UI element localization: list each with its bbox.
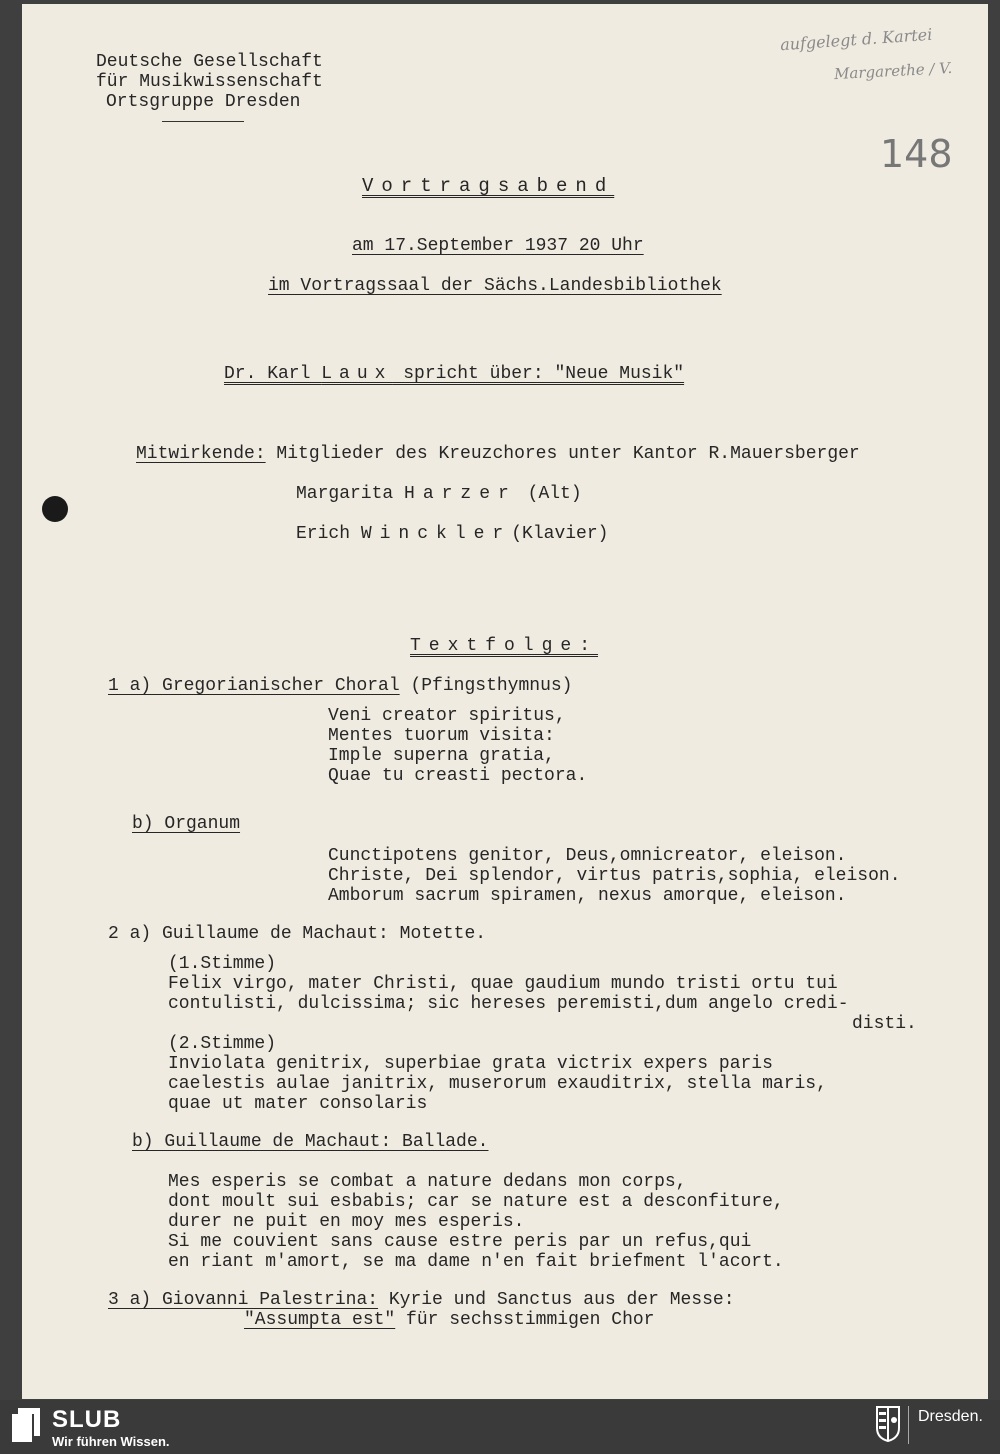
- dresden-brand[interactable]: Dresden.: [918, 1408, 983, 1425]
- event-venue: im Vortragssaal der Sächs.Landesbibliothek: [268, 276, 722, 296]
- item-number: 1 a): [108, 676, 163, 696]
- performer-role: (Alt): [516, 484, 582, 504]
- org-line-1: Deutsche Gesellschaft: [96, 52, 323, 72]
- item-description: Kyrie und Sanctus aus der Messe:: [378, 1290, 735, 1310]
- performer-first-name: Erich: [296, 524, 361, 544]
- speaker-suffix: spricht über: "Neue Musik": [392, 364, 685, 384]
- item-note: (Pfingsthymnus): [399, 676, 573, 696]
- footer-bar: [0, 1400, 1000, 1454]
- item-2b-text-4: Si me couvient sans cause estre peris par un refus,qui: [168, 1232, 752, 1252]
- program-heading: Textfolge:: [410, 636, 599, 656]
- performer-last-name: Winckler: [360, 524, 512, 544]
- performer-last-name: Harzer: [404, 484, 517, 504]
- document-page: [22, 4, 988, 1399]
- performer-first-name: Margarita: [296, 484, 405, 504]
- org-line-2: für Musikwissenschaft: [96, 72, 323, 92]
- item-2a-voice-2: (2.Stimme): [168, 1034, 277, 1054]
- performer-role: (Klavier): [511, 524, 609, 544]
- item-2a-text1-line-1: Felix virgo, mater Christi, quae gaudium mundo tristi ortu tui: [168, 974, 838, 994]
- slub-brand[interactable]: SLUB: [52, 1406, 122, 1433]
- item-1a-text-3: Imple superna gratia,: [328, 746, 555, 766]
- item-2a-text2-line-2: caelestis aulae janitrix, muserorum exauditrix, stella maris,: [168, 1074, 827, 1094]
- item-2b-text-1: Mes esperis se combat a nature dedans mon corps,: [168, 1172, 687, 1192]
- pencil-note-2: Margarethe / V.: [833, 58, 953, 84]
- item-2a-text1-line-3: disti.: [852, 1014, 917, 1034]
- performers-line-1: [136, 444, 860, 464]
- item-title: 3 a) Giovanni Palestrina:: [108, 1290, 379, 1310]
- pencil-note-1: aufgelegt d. Kartei: [779, 24, 933, 55]
- item-1a-text-1: Veni creator spiritus,: [328, 706, 566, 726]
- item-1a-text-2: Mentes tuorum visita:: [328, 726, 555, 746]
- item-1a-text-4: Quae tu creasti pectora.: [328, 766, 588, 786]
- item-1b-text-3: Amborum sacrum spiramen, nexus amorque, eleison.: [328, 886, 847, 906]
- page-number: 148: [880, 132, 953, 176]
- slub-logo-icon: [12, 1408, 40, 1442]
- event-date: am 17.September 1937 20 Uhr: [352, 236, 644, 256]
- header-rule: [162, 121, 244, 122]
- punch-hole: [42, 496, 68, 522]
- item-2a-title: 2 a) Guillaume de Machaut: Motette.: [108, 924, 487, 944]
- item-2b-text-3: durer ne puit en moy mes esperis.: [168, 1212, 525, 1232]
- speaker-line: [224, 364, 684, 384]
- dresden-crest-icon: [876, 1406, 900, 1442]
- item-1b-title: b) Organum: [132, 814, 241, 834]
- item-3a-line-2: [244, 1310, 654, 1330]
- item-2b-text-5: en riant m'amort, se ma dame n'en fait briefment l'acort.: [168, 1252, 784, 1272]
- item-2b-title: b) Guillaume de Machaut: Ballade.: [132, 1132, 489, 1152]
- item-1b-text-2: Christe, Dei splendor, virtus patris,sophia, eleison.: [328, 866, 901, 886]
- item-1a-title: [108, 676, 572, 696]
- item-2a-text2-line-3: quae ut mater consolaris: [168, 1094, 428, 1114]
- item-2b-text-2: dont moult sui esbabis; car se nature est a desconfiture,: [168, 1192, 784, 1212]
- slub-tagline: Wir führen Wissen.: [52, 1434, 170, 1449]
- org-line-3: Ortsgruppe Dresden: [106, 92, 301, 112]
- performer-harzer: [296, 484, 582, 504]
- footer-separator: [908, 1406, 909, 1444]
- speaker-surname: Laux: [321, 364, 393, 384]
- work-scoring: für sechsstimmigen Chor: [395, 1310, 655, 1330]
- item-2a-voice-1: (1.Stimme): [168, 954, 277, 974]
- performers-choir: Mitglieder des Kreuzchores unter Kantor R.Mauersberger: [265, 444, 860, 464]
- item-2a-text1-line-2: contulisti, dulcissima; sic hereses peremisti,dum angelo credi-: [168, 994, 849, 1014]
- item-1b-text-1: Cunctipotens genitor, Deus,omnicreator, eleison.: [328, 846, 847, 866]
- performers-label: Mitwirkende:: [136, 444, 266, 464]
- performer-winckler: [296, 524, 608, 544]
- item-2a-text2-line-1: Inviolata genitrix, superbiae grata victrix expers paris: [168, 1054, 773, 1074]
- speaker-prefix: Dr. Karl: [224, 364, 322, 384]
- work-title: "Assumpta est": [244, 1310, 396, 1330]
- item-3a-title: [108, 1290, 735, 1310]
- event-title: Vortragsabend: [362, 175, 615, 197]
- item-title: Gregorianischer Choral: [162, 676, 400, 696]
